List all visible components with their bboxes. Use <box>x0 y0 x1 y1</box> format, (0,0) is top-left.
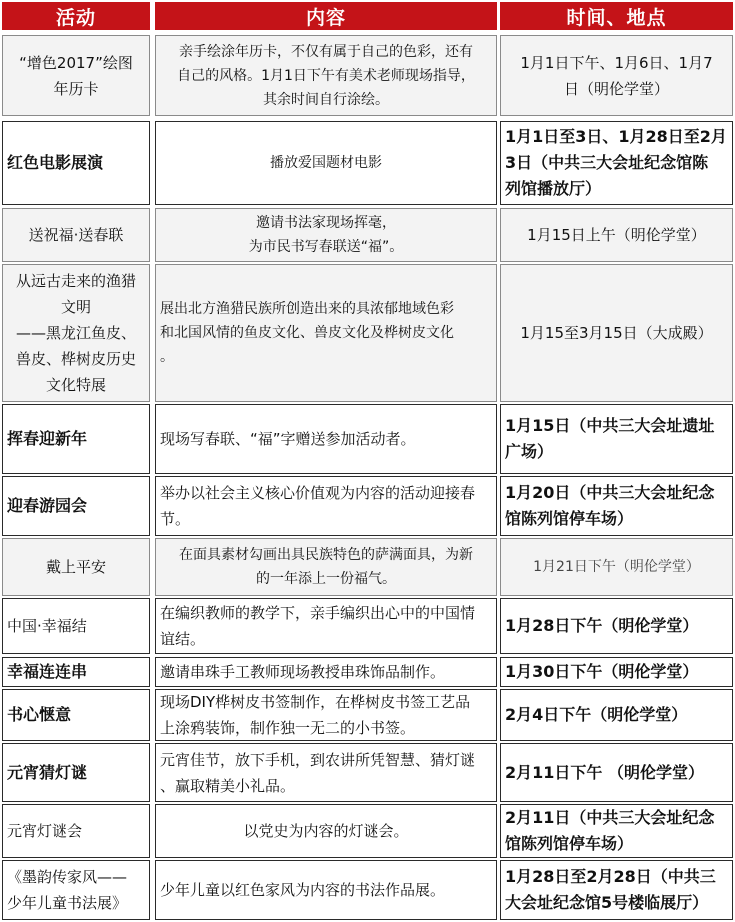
activity-cell <box>2 689 150 741</box>
content-cell-text: 亲手绘涂年历卡，不仅有属于自己的色彩，还有 自己的风格。1月1日下午有美术老师现场指导， 其余时间自行涂绘。 <box>177 43 475 108</box>
activity-cell-text: 从远古走来的渔猎 文明 ——黑龙江鱼皮、 兽皮、桦树皮历史 文化特展 <box>15 272 136 394</box>
time-location-cell-text: 2月4日下午（明伦学堂） <box>505 705 688 724</box>
activity-cell-text: 送祝福·送春联 <box>28 226 124 244</box>
activity-cell-text: 书心惬意 <box>7 705 72 724</box>
time-location-cell <box>500 860 733 920</box>
activity-cell <box>2 476 150 536</box>
header-content <box>155 2 497 30</box>
time-location-cell-text: 2月11日下午 （明伦学堂） <box>505 762 704 782</box>
content-cell <box>155 743 497 802</box>
content-cell <box>155 35 497 116</box>
activity-cell-text: 迎春游园会 <box>7 496 88 515</box>
time-location-cell-text: 1月1日至3日、1月28日至2月 3日（中共三大会址纪念馆陈 列馆播放厅） <box>505 127 727 198</box>
time-location-cell-text: 1月15至3月15日（大成殿） <box>520 324 713 342</box>
activity-cell-text: 元宵猜灯谜 <box>7 762 88 782</box>
time-location-cell-text: 1月28日至2月28日（中共三 大会址纪念馆5号楼临展厅） <box>505 867 716 912</box>
activity-cell <box>2 743 150 802</box>
content-cell-text: 展出北方渔猎民族所创造出来的具浓郁地域色彩 和北国风情的鱼皮文化、兽皮文化及桦树皮文化 。 <box>160 301 454 365</box>
content-cell-text: 举办以社会主义核心价值观为内容的活动迎接春 节。 <box>160 484 476 528</box>
activity-cell-text: 戴上平安 <box>45 558 106 576</box>
header-time-text: 时间、地点 <box>566 6 667 29</box>
activity-cell <box>2 657 150 687</box>
activity-cell-text: 挥春迎新年 <box>7 429 88 448</box>
time-location-cell <box>500 689 733 741</box>
header-activity <box>2 2 150 30</box>
activity-cell-text: 幸福连连串 <box>7 662 88 681</box>
header-activity-text: 活动 <box>55 6 96 29</box>
activity-cell <box>2 264 150 402</box>
time-location-cell <box>500 404 733 474</box>
time-location-cell <box>500 657 733 687</box>
content-cell <box>155 689 497 741</box>
activity-cell <box>2 208 150 262</box>
time-location-cell-text: 1月20日（中共三大会址纪念 馆陈列馆停车场） <box>505 483 715 528</box>
content-cell <box>155 476 497 536</box>
activity-cell-text: “增色2017”绘图 年历卡 <box>19 53 133 98</box>
content-cell <box>155 860 497 920</box>
time-location-cell <box>500 743 733 802</box>
content-cell <box>155 208 497 262</box>
time-location-cell <box>500 476 733 536</box>
time-location-cell-text: 2月11日（中共三大会址纪念 馆陈列馆停车场） <box>505 808 715 853</box>
time-location-cell-text: 1月28日下午（明伦学堂） <box>505 616 699 635</box>
time-location-cell-text: 1月21日下午（明伦学堂） <box>533 559 700 575</box>
content-cell-text: 邀请书法家现场挥毫， 为市民书写春联送“福”。 <box>248 215 404 255</box>
content-cell <box>155 657 497 687</box>
activity-cell-text: 中国·幸福结 <box>7 617 87 635</box>
time-location-cell-text: 1月1日下午、1月6日、1月7 日（明伦学堂） <box>520 53 713 98</box>
content-cell <box>155 598 497 654</box>
activity-cell <box>2 804 150 858</box>
time-location-cell <box>500 208 733 262</box>
time-location-cell <box>500 121 733 205</box>
activity-cell <box>2 860 150 920</box>
content-cell <box>155 804 497 858</box>
time-location-cell-text: 1月30日下午（明伦学堂） <box>505 662 699 681</box>
content-cell-text: 现场DIY桦树皮书签制作，在桦树皮书签工艺品 上涂鸦装饰，制作独一无二的小书签。 <box>160 693 471 737</box>
activity-cell <box>2 538 150 596</box>
time-location-cell <box>500 35 733 116</box>
time-location-cell <box>500 538 733 596</box>
content-cell <box>155 264 497 402</box>
activity-cell-text: 《墨韵传家风—— 少年儿童书法展》 <box>7 868 128 912</box>
activity-cell <box>2 121 150 205</box>
time-location-cell <box>500 804 733 858</box>
activity-cell <box>2 404 150 474</box>
time-location-cell-text: 1月15日上午（明伦学堂） <box>527 226 706 244</box>
activity-cell-text: 元宵灯谜会 <box>7 822 83 840</box>
activity-cell-text: 红色电影展演 <box>7 153 104 172</box>
time-location-cell <box>500 598 733 654</box>
content-cell-text: 少年儿童以红色家风为内容的书法作品展。 <box>160 881 446 899</box>
activity-cell <box>2 598 150 654</box>
time-location-cell-text: 1月15日（中共三大会址遗址 广场） <box>505 416 715 461</box>
content-cell-text: 在面具素材勾画出具民族特色的萨满面具，为新 的一年添上一份福气。 <box>179 547 473 587</box>
content-cell-text: 元宵佳节，放下手机，到农讲所凭智慧、猜灯谜 、赢取精美小礼品。 <box>160 750 476 795</box>
time-location-cell <box>500 264 733 402</box>
header-time <box>500 2 733 30</box>
content-cell <box>155 121 497 205</box>
activity-cell <box>2 35 150 116</box>
header-content-text: 内容 <box>305 6 346 29</box>
content-cell-text: 在编织教师的教学下，亲手编织出心中的中国情 谊结。 <box>160 604 476 648</box>
content-cell-text: 现场写春联、“福”字赠送参加活动者。 <box>160 430 416 448</box>
content-cell <box>155 404 497 474</box>
content-cell-text: 邀请串珠手工教师现场教授串珠饰品制作。 <box>160 663 446 681</box>
content-cell <box>155 538 497 596</box>
content-cell-text: 以党史为内容的灯谜会。 <box>243 822 409 840</box>
content-cell-text: 播放爱国题材电影 <box>270 155 382 171</box>
